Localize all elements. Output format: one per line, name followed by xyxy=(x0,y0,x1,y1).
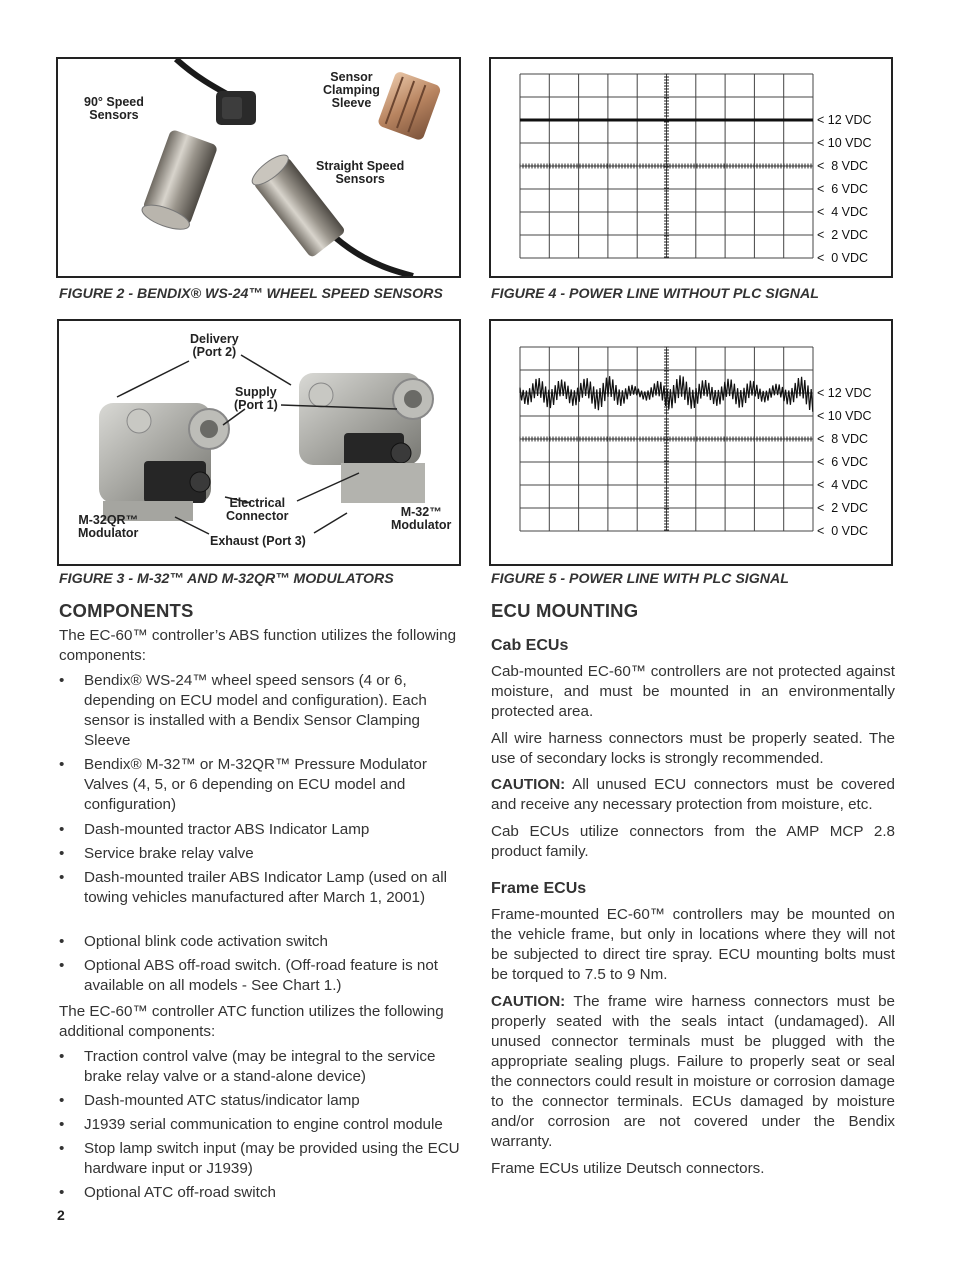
voltage-label: < 8 VDC xyxy=(817,432,869,446)
voltage-label: < 12 VDC xyxy=(817,113,872,127)
list-item: • Bendix® M-32™ or M-32QR™ Pressure Modulator Valves (4, 5, or 6 depending on ECU model and configuration) xyxy=(59,756,427,813)
figure-5-panel xyxy=(489,319,893,566)
voltage-label: < 8 VDC xyxy=(817,159,869,173)
page-number: 2 xyxy=(57,1207,65,1223)
list-item-text: Dash-mounted tractor ABS Indicator Lamp xyxy=(84,821,370,838)
cab-caution xyxy=(491,775,895,815)
list-item: • Service brake relay valve xyxy=(59,845,254,862)
voltage-label: < 10 VDC xyxy=(817,409,872,423)
list-item: • Optional ATC off-road switch xyxy=(59,1184,276,1201)
voltage-label: < 4 VDC xyxy=(817,478,869,492)
label-90-speed-sensors: 90° Speed Sensors xyxy=(84,95,144,122)
list-item: • Optional ABS off-road switch. (Off-road feature is not available on all models - See Chart 1.) xyxy=(59,957,438,994)
list-item-text: Optional blink code activation switch xyxy=(84,933,328,950)
list-item-text: Optional ATC off-road switch xyxy=(84,1184,276,1201)
list-item-text: Traction control valve (may be integral to the service brake relay valve or a stand-alone device) xyxy=(84,1048,436,1085)
list-item: • Dash-mounted ATC status/indicator lamp xyxy=(59,1092,360,1109)
list-item-text: Bendix® M-32™ or M-32QR™ Pressure Modulator Valves (4, 5, or 6 depending on ECU model and configuration) xyxy=(84,756,427,813)
figure-2-caption: FIGURE 2 - BENDIX® WS-24™ WHEEL SPEED SENSORS xyxy=(59,286,443,302)
list-item: • Dash-mounted tractor ABS Indicator Lamp xyxy=(59,821,370,838)
caution-label: CAUTION: xyxy=(491,776,566,793)
cab-paragraph-3: Cab ECUs utilize connectors from the AMP MCP 2.8 product family. xyxy=(491,823,895,860)
components-heading: COMPONENTS xyxy=(59,600,194,621)
oscilloscope-grid-with-plc xyxy=(519,346,819,546)
frame-paragraph-1: Frame-mounted EC-60™ controllers may be mounted on the vehicle frame, but only in locations where they will not be subjected to direct tire spray. ECU mounting bolts must be torqued to 7.5 to 9 Nm. xyxy=(491,906,895,983)
cab-paragraph-2: All wire harness connectors must be properly seated. The use of secondary locks is strongly recommended. xyxy=(491,730,895,767)
label-delivery-port: Delivery (Port 2) xyxy=(190,332,239,359)
list-item-text: Dash-mounted trailer ABS Indicator Lamp (used on all towing vehicles manufactured after March 1, 2001) xyxy=(84,869,448,906)
voltage-label: < 0 VDC xyxy=(817,251,869,265)
voltage-label: < 10 VDC xyxy=(817,136,872,150)
ecu-mounting-heading: ECU MOUNTING xyxy=(491,600,639,621)
list-item-text: Dash-mounted ATC status/indicator lamp xyxy=(84,1092,360,1109)
cab-ecus-heading: Cab ECUs xyxy=(491,637,569,654)
voltage-label: < 2 VDC xyxy=(817,228,869,242)
list-item-text: J1939 serial communication to engine control module xyxy=(84,1116,443,1133)
label-electrical-connector: Electrical Connector xyxy=(226,496,289,523)
list-item: • Bendix® WS-24™ wheel speed sensors (4 or 6, depending on ECU model and configuration). Each sensor is installed with a Bendix Sensor Clamping Sleeve xyxy=(59,672,427,749)
cab-paragraph-1: Cab-mounted EC-60™ controllers are not protected against moisture, and must be mounted in an environmentally protected area. xyxy=(491,663,895,720)
figure-5-caption: FIGURE 5 - POWER LINE WITH PLC SIGNAL xyxy=(491,571,789,587)
caution-label: CAUTION: xyxy=(491,993,566,1010)
frame-paragraph-2: Frame ECUs utilize Deutsch connectors. xyxy=(491,1160,765,1177)
voltage-label: < 6 VDC xyxy=(817,455,869,469)
label-m32-modulator: M-32™ Modulator xyxy=(391,505,452,532)
cab-caution-text: All unused ECU connectors must be covered and receive any necessary protection from moisture, etc. xyxy=(491,776,895,813)
voltage-label: < 4 VDC xyxy=(817,205,869,219)
figure-3-panel xyxy=(57,319,461,566)
voltage-label: < 12 VDC xyxy=(817,386,872,400)
label-sensor-clamping-sleeve: Sensor Clamping Sleeve xyxy=(323,70,380,110)
figure-4-panel xyxy=(489,57,893,278)
figure-2-panel xyxy=(56,57,461,278)
voltage-label: < 2 VDC xyxy=(817,501,869,515)
voltage-label: < 0 VDC xyxy=(817,524,869,538)
list-item: • Stop lamp switch input (may be provided using the ECU hardware input or J1939) xyxy=(59,1140,460,1177)
list-item-text: Service brake relay valve xyxy=(84,845,254,862)
frame-caution-text: The frame wire harness connectors must be properly seated with the seals intact (undamaged). All unused connector terminals must be plugged with the appropriate sealing plugs. Failure to properly seat or seal the connectors could result in moisture or corrosion damage to the connector terminals. ECUs damaged by moisture and/or corrosion are not covered under the Bendix warranty. xyxy=(491,993,895,1150)
list-item: • J1939 serial communication to engine control module xyxy=(59,1116,443,1133)
list-item: • Dash-mounted trailer ABS Indicator Lamp (used on all towing vehicles manufactured after March 1, 2001) xyxy=(59,869,448,906)
frame-ecus-heading: Frame ECUs xyxy=(491,880,587,897)
label-m32qr-modulator: M-32QR™ Modulator xyxy=(78,513,139,540)
oscilloscope-grid-no-plc xyxy=(519,73,819,273)
figure-3-caption: FIGURE 3 - M-32™ AND M-32QR™ MODULATORS xyxy=(59,571,394,587)
frame-caution xyxy=(491,992,895,1152)
label-exhaust-port: Exhaust (Port 3) xyxy=(210,534,306,548)
list-item-text: Bendix® WS-24™ wheel speed sensors (4 or 6, depending on ECU model and configuration). Each sensor is installed with a Bendix Sensor Clamping Sleeve xyxy=(84,672,427,749)
list-item: • Traction control valve (may be integral to the service brake relay valve or a stand-alone device) xyxy=(59,1048,436,1085)
label-straight-speed-sensors: Straight Speed Sensors xyxy=(316,159,405,186)
label-supply-port: Supply (Port 1) xyxy=(234,385,278,412)
list-item-text: Stop lamp switch input (may be provided using the ECU hardware input or J1939) xyxy=(84,1140,460,1177)
voltage-label: < 6 VDC xyxy=(817,182,869,196)
list-item-text: Optional ABS off-road switch. (Off-road feature is not available on all models - See Chart 1.) xyxy=(84,957,438,994)
list-item: • Optional blink code activation switch xyxy=(59,933,328,950)
components-intro: The EC-60™ controller’s ABS function utilizes the following components: xyxy=(59,627,457,664)
figure-4-caption: FIGURE 4 - POWER LINE WITHOUT PLC SIGNAL xyxy=(491,286,819,302)
atc-intro: The EC-60™ controller ATC function utilizes the following additional components: xyxy=(59,1003,444,1040)
